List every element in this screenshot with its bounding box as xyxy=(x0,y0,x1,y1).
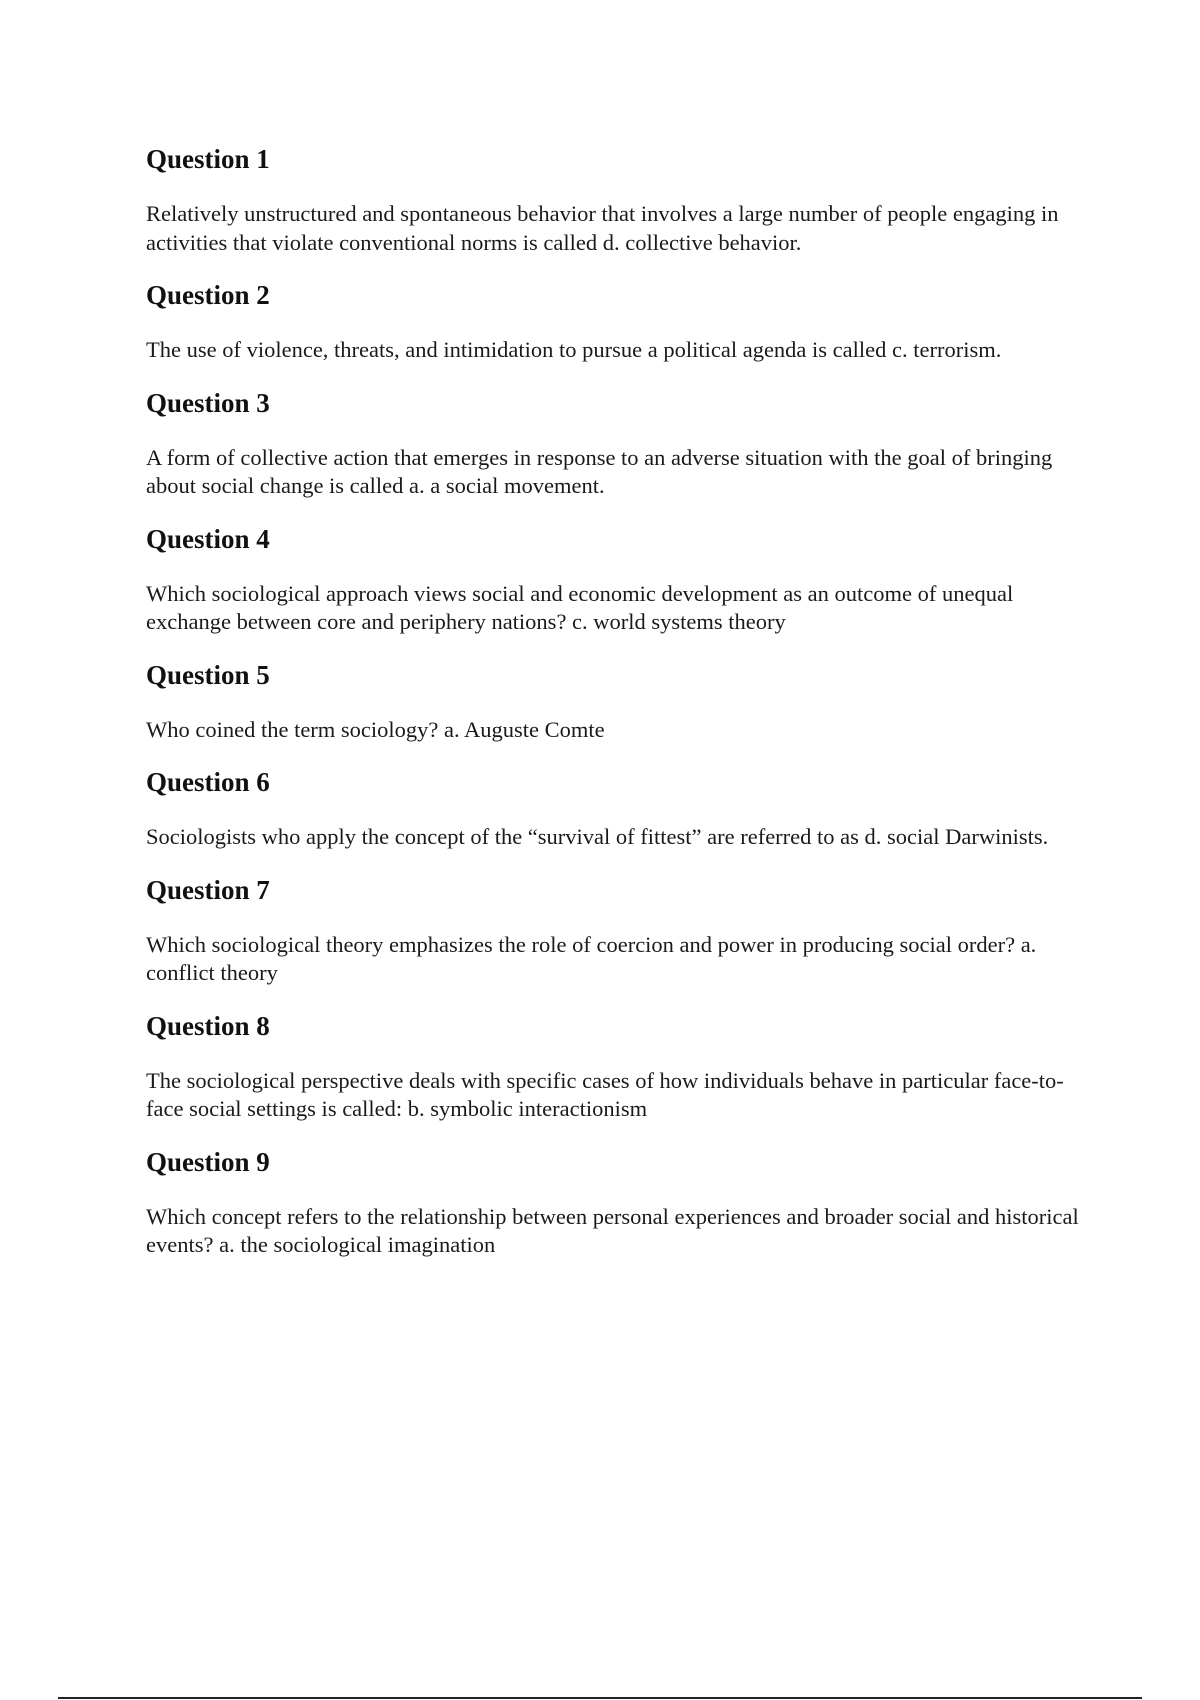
question-text: Which sociological theory emphasizes the role of coercion and power in producing social order? a. conflict theory xyxy=(146,931,1037,985)
question-text: Sociologists who apply the concept of the “survival of fittest” are referred to as d. social Darwinists. xyxy=(146,824,1049,849)
question-9 xyxy=(146,1145,1086,1260)
question-text: The sociological perspective deals with specific cases of how individuals behave in particular face-to-face social settings is called: b. symbolic interactionism xyxy=(146,1067,1064,1121)
question-title: Question 4 xyxy=(146,523,270,554)
question-text: Relatively unstructured and spontaneous behavior that involves a large number of people engaging in activities that violate conventional norms is called d. collective behavior. xyxy=(146,201,1059,255)
question-title: Question 7 xyxy=(146,874,270,905)
question-3 xyxy=(146,386,1086,501)
question-text: The use of violence, threats, and intimidation to pursue a political agenda is called c. terrorism. xyxy=(146,337,1002,362)
question-title: Question 1 xyxy=(146,144,270,174)
question-text: A form of collective action that emerges in response to an adverse situation with the goal of bringing about social change is called a. a social movement. xyxy=(146,444,1053,498)
question-text: Which concept refers to the relationship between personal experiences and broader social and historical events? a. the sociological imagination xyxy=(146,1203,1079,1257)
question-4 xyxy=(146,522,1086,637)
document-page xyxy=(146,142,1086,1281)
question-title: Question 8 xyxy=(146,1010,270,1041)
question-text: Who coined the term sociology? a. Auguste Comte xyxy=(146,716,605,742)
question-1 xyxy=(146,142,1086,257)
question-6 xyxy=(146,765,1086,852)
question-title: Question 6 xyxy=(146,767,270,797)
question-title: Question 5 xyxy=(146,659,270,690)
question-text: Which sociological approach views social and economic development as an outcome of unequal exchange between core and periphery nations? c. world systems theory xyxy=(146,580,1014,634)
question-7 xyxy=(146,873,1086,988)
question-title: Question 2 xyxy=(146,280,270,310)
question-5 xyxy=(146,658,1086,745)
question-title: Question 3 xyxy=(146,387,270,418)
question-2 xyxy=(146,278,1086,365)
question-8 xyxy=(146,1009,1086,1124)
question-title: Question 9 xyxy=(146,1146,270,1177)
bottom-divider xyxy=(58,1697,1142,1699)
